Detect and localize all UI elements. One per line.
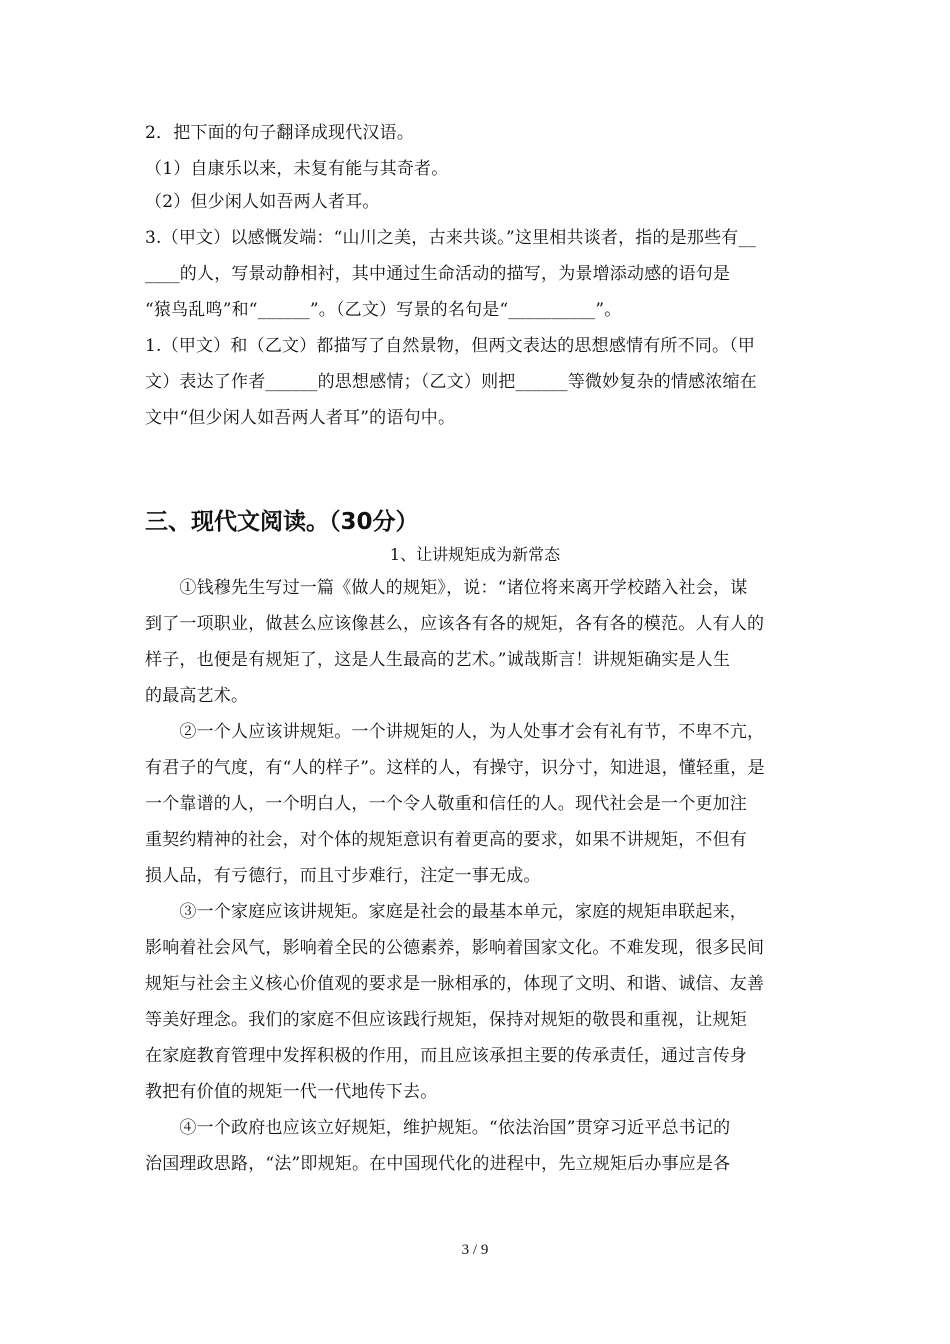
question-1-line-1: 1.（甲文）和（乙文）都描写了自然景物，但两文表达的思想感情有所不同。（甲 [145, 336, 756, 356]
article-line: 在家庭教育管理中发挥积极的作用，而且应该承担主要的传承责任，通过言传身 [145, 1046, 747, 1066]
page-number: 3 / 9 [461, 1242, 489, 1258]
article-line: 影响着社会风气，影响着全民的公德素养，影响着国家文化。不难发现，很多民间 [145, 938, 765, 958]
article-line: 样子，也便是有规矩了，这是人生最高的艺术。”诚哉斯言！讲规矩确实是人生 [145, 650, 731, 670]
article-line: 规矩与社会主义核心价值观的要求是一脉相承的，体现了文明、和谐、诚信、友善 [145, 974, 765, 994]
article-line: ③一个家庭应该讲规矩。家庭是社会的最基本单元，家庭的规矩串联起来， [145, 902, 747, 922]
article-line: 损人品，有亏德行，而且寸步难行，注定一事无成。 [145, 866, 541, 886]
question-1-line-3: 文中“但少闲人如吾两人者耳”的语句中。 [145, 408, 456, 428]
article-line: ②一个人应该讲规矩。一个讲规矩的人，为人处事才会有礼有节，不卑不亢， [145, 722, 765, 742]
question-2-title: 2．把下面的句子翻译成现代汉语。 [145, 123, 415, 143]
question-2-item-2: （2）但少闲人如吾两人者耳。 [145, 192, 380, 212]
article-line: ④一个政府也应该立好规矩，维护规矩。“依法治国”贯穿习近平总书记的 [145, 1118, 731, 1138]
question-3-line-1: 3.（甲文）以感慨发端：“山川之美，古来共谈。”这里相共谈者，指的是那些有__ [145, 228, 756, 248]
article-line: 到了一项职业，做甚么应该像甚么，应该各有各的规矩，各有各的模范。人有人的 [145, 614, 765, 634]
question-2-item-1: （1）自康乐以来，未复有能与其奇者。 [145, 159, 449, 179]
article-title: 1、让讲规矩成为新常态 [389, 545, 561, 564]
article-line: ①钱穆先生写过一篇《做人的规矩》，说：“诸位将来离开学校踏入社会，谋 [145, 578, 748, 598]
article-line: 一个靠谱的人，一个明白人，一个令人敬重和信任的人。现代社会是一个更加注 [145, 794, 747, 814]
article-line: 有君子的气度，有“人的样子”。这样的人，有操守，识分寸，知进退，懂轻重，是 [145, 758, 765, 778]
article-line: 重契约精神的社会，对个体的规矩意识有着更高的要求，如果不讲规矩，不但有 [145, 830, 747, 850]
article-line: 教把有价值的规矩一代一代地传下去。 [145, 1082, 438, 1102]
article-line: 治国理政思路，“法”即规矩。在中国现代化的进程中，先立规矩后办事应是各 [145, 1154, 731, 1174]
article-line: 的最高艺术。 [145, 686, 249, 706]
article-line: 等美好理念。我们的家庭不但应该践行规矩，保持对规矩的敬畏和重视，让规矩 [145, 1010, 747, 1030]
question-1-line-2: 文）表达了作者______的思想感情；（乙文）则把______等微妙复杂的情感浓缩在 [145, 372, 757, 392]
question-3-line-3: “猿鸟乱鸣”和“______”。（乙文）写景的名句是“__________”。 [145, 300, 622, 320]
question-3-line-2: ____的人，写景动静相衬，其中通过生命活动的描写，为景增添动感的语句是 [145, 264, 731, 284]
section-3-heading: 三、现代文阅读。（30分） [145, 509, 419, 535]
